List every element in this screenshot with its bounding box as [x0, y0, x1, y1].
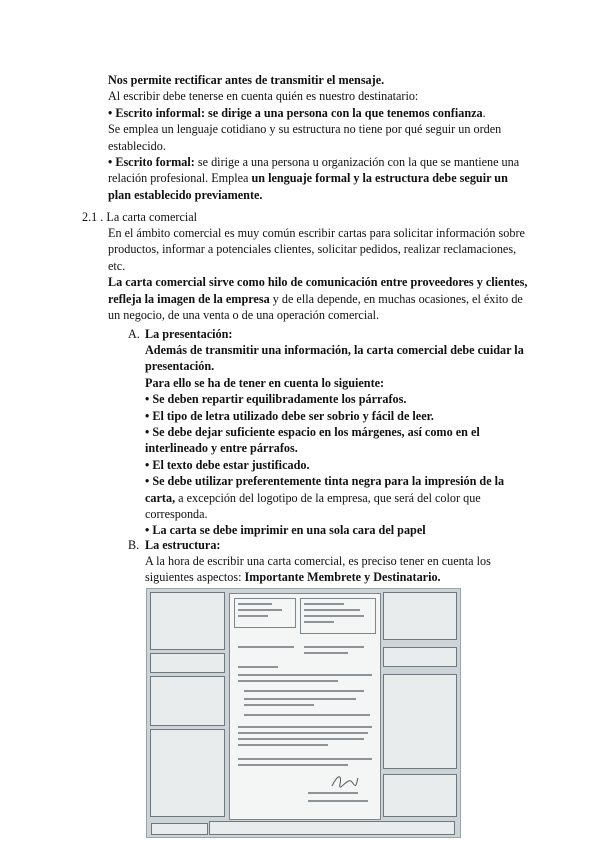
- presentation-bullet-5: [145, 473, 530, 522]
- subsection-a-heading: [128, 326, 528, 342]
- subsection-b-heading: [128, 537, 528, 553]
- presentation-bullet-5-text: a excepción del logotipo de la empresa, que será del color que corresponda.: [145, 490, 481, 522]
- figure-text-line: [304, 603, 344, 605]
- subsection-b-text-bold: Importante Membrete y Destinatario.: [244, 570, 441, 585]
- presentation-bullet-1: • Se deben repartir equilibradamente los párrafos.: [145, 392, 407, 407]
- formal-bullet-bold-2: un lenguaje formal y la estructura debe seguir un plan establecido previamente.: [108, 171, 508, 202]
- presentation-bullet-5-bold: • Se debe utilizar preferentemente tinta negra para la impresión de la carta,: [145, 474, 505, 505]
- section-body: [108, 225, 528, 323]
- intro-line-2: Al escribir debe tenerse en cuenta quién es nuestro destinatario:: [108, 89, 419, 104]
- subsection-a-lead: Para ello se ha de tener en cuenta lo siguiente:: [145, 375, 385, 390]
- figure-text-line: [238, 615, 268, 617]
- figure-note-box: [150, 676, 225, 726]
- figure-text-line: [238, 738, 364, 740]
- subsection-a-intro: Además de transmitir una información, la carta comercial debe cuidar la presentación.: [145, 343, 524, 374]
- figure-note-box: [150, 653, 225, 673]
- formal-bullet: [108, 154, 528, 203]
- informal-bullet-end: .: [482, 105, 486, 120]
- intro-block: [108, 72, 528, 203]
- figure-text-line: [304, 615, 364, 617]
- section-paragraph-2: [108, 274, 528, 323]
- informal-bullet-bold: • Escrito informal: se dirige a una persona con la que tenemos confianza: [108, 105, 483, 120]
- figure-text-line: [308, 792, 358, 794]
- figure-corner-label: [151, 823, 208, 835]
- figure-text-line: [238, 758, 372, 760]
- subsection-b-body: [145, 553, 530, 586]
- figure-bottom-note: [209, 821, 455, 835]
- figure-letter-sheet: [229, 593, 381, 820]
- figure-text-line: [304, 621, 334, 623]
- figure-note-box: [383, 647, 457, 667]
- figure-note-box: [150, 592, 225, 650]
- subsection-a-marker: A.: [128, 327, 140, 341]
- informal-description: Se emplea un lenguaje cotidiano y su estructura no tiene por qué seguir un orden establecido.: [108, 122, 502, 153]
- section-number: 2.1 .: [82, 210, 104, 224]
- subsection-a-title: La presentación:: [145, 327, 233, 341]
- section-paragraph-2-text: y de ella depende, en muchas ocasiones, el éxito de un negocio, de una venta o de una operación comercial.: [108, 291, 523, 323]
- figure-text-line: [304, 652, 348, 654]
- figure-note-box: [150, 729, 225, 817]
- section-heading: [82, 209, 542, 225]
- figure-text-line: [304, 609, 360, 611]
- intro-line-1: Nos permite rectificar antes de transmitir el mensaje.: [108, 73, 385, 87]
- figure-text-line: [244, 714, 370, 716]
- subsection-b-text-plain: A la hora de escribir una carta comercial, es preciso tener en cuenta los siguientes aspectos:: [145, 554, 491, 585]
- section-title: La carta comercial: [106, 210, 198, 224]
- figure-text-line: [238, 609, 282, 611]
- informal-bullet: [108, 105, 528, 121]
- figure-text-line: [238, 764, 348, 766]
- presentation-bullet-4: • El texto debe estar justificado.: [145, 457, 310, 472]
- figure-text-line: [238, 646, 294, 648]
- figure-text-line: [304, 646, 364, 648]
- figure-text-line: [238, 680, 338, 682]
- figure-note-box: [383, 592, 457, 640]
- subsection-a-body: [145, 342, 530, 539]
- figure-text-line: [238, 726, 372, 728]
- figure-text-line: [238, 666, 278, 668]
- figure-note-box: [383, 674, 457, 769]
- figure-text-line: [244, 698, 356, 700]
- subsection-b-title: La estructura:: [145, 538, 221, 552]
- presentation-bullet-2: • El tipo de letra utilizado debe ser sobrio y fácil de leer.: [145, 408, 434, 423]
- figure-text-line: [238, 744, 328, 746]
- figure-text-line: [244, 690, 364, 692]
- figure-text-line: [308, 800, 368, 802]
- formal-bullet-text: se dirige a una persona u organización con la que se mantiene una relación profesional. Emplea: [108, 155, 520, 186]
- section-paragraph-2-bold: La carta comercial sirve como hilo de comunicación entre proveedores y clientes, refleja la imagen de la empresa: [108, 275, 528, 306]
- figure-note-box: [383, 774, 457, 817]
- figure-text-line: [238, 603, 272, 605]
- presentation-bullet-6: • La carta se debe imprimir en una sola cara del papel: [145, 523, 426, 538]
- signature-icon: [330, 772, 360, 790]
- section-paragraph-1: En el ámbito comercial es muy común escribir cartas para solicitar información sobre productos, informar a potenciales clientes, solicitar pedidos, realizar reclamaciones, etc.: [108, 226, 525, 273]
- letter-structure-figure: [146, 588, 461, 838]
- subsection-b-text: [145, 553, 530, 586]
- formal-bullet-bold: • Escrito formal:: [108, 155, 195, 170]
- figure-text-line: [238, 732, 368, 734]
- presentation-bullet-3: • Se debe dejar suficiente espacio en los márgenes, así como en el interlineado y entre párrafos.: [145, 425, 480, 456]
- figure-text-line: [238, 674, 372, 676]
- subsection-b-marker: B.: [128, 538, 140, 552]
- figure-text-line: [244, 704, 314, 706]
